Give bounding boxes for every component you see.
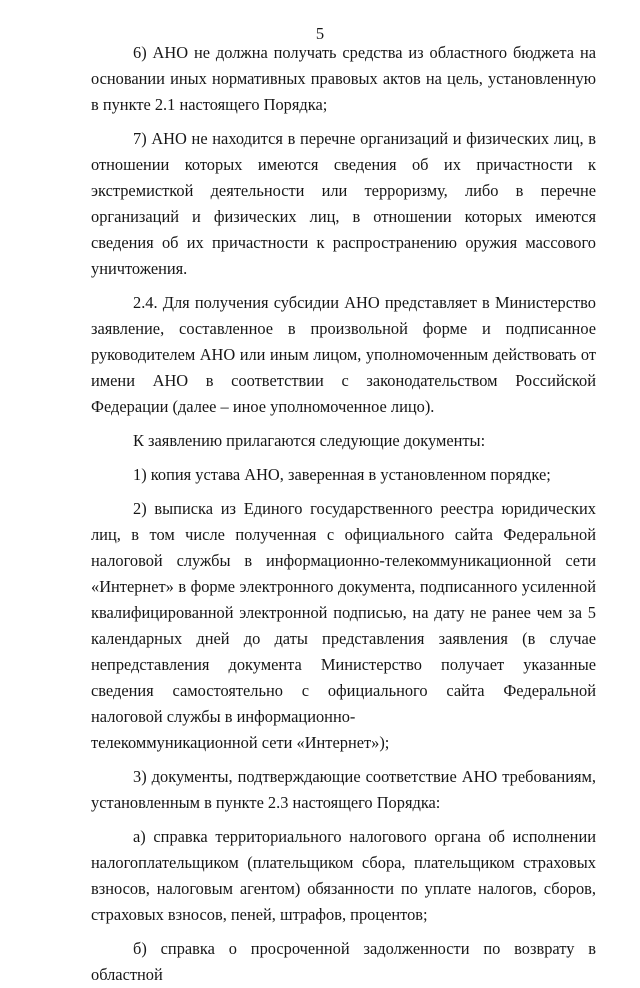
paragraph-documents-intro: К заявлению прилагаются следующие документы: — [133, 431, 486, 450]
paragraph-7: 7) АНО не находится в перечне организаций и физических лиц, в отношении которых имеются сведения об их причастности к экстремисткой деятельности или терроризму, либо в перечне организаций и физических лиц, в отношении которых имеются сведения об их причастности к распространению оружия массового уничтожения. — [91, 129, 596, 278]
paragraph-item-b: б) справка о просроченной задолженности по возврату в областной — [91, 939, 596, 984]
paragraph-item-3: 3) документы, подтверждающие соответствие АНО требованиям, установленным в пункте 2.3 настоящего Порядка: — [91, 767, 596, 812]
paragraph-6: 6) АНО не должна получать средства из областного бюджета на основании иных нормативных правовых актов на цель, установленную в пункте 2.1 настоящего Порядка; — [91, 43, 596, 114]
paragraph-item-2: 2) выписка из Единого государственного реестра юридических лиц, в том числе полученная с официального сайта Федеральной налоговой службы в информационно-телекоммуникационной сети «Интернет» в форме электронного документа, подписанного усиленной квалифицированной электронной подписью, на дату не ранее чем за 5 календарных дней до даты представления заявления (в случае непредставления документа Министерство получает указанные сведения самостоятельно с официального сайта Федеральной налоговой службы в информационно- телекоммуникационной сети «Интернет»); — [91, 499, 596, 752]
paragraph-item-1: 1) копия устава АНО, заверенная в установленном порядке; — [133, 465, 551, 484]
paragraph-item-a: а) справка территориального налогового органа об исполнении налогоплательщиком (плательщиком сбора, плательщиком страховых взносов, налоговым агентом) обязанности по уплате налогов, сборов, страховых взносов, пеней, штрафов, процентов; — [91, 827, 596, 924]
document-body — [91, 40, 596, 988]
paragraph-2-4: 2.4. Для получения субсидии АНО представляет в Министерство заявление, составленное в произвольной форме и подписанное руководителем АНО или иным лицом, уполномоченным действовать от имени АНО в соответствии с законодательством Российской Федерации (далее – иное уполномоченное лицо). — [91, 293, 596, 416]
page-number: 5 — [315, 24, 325, 43]
